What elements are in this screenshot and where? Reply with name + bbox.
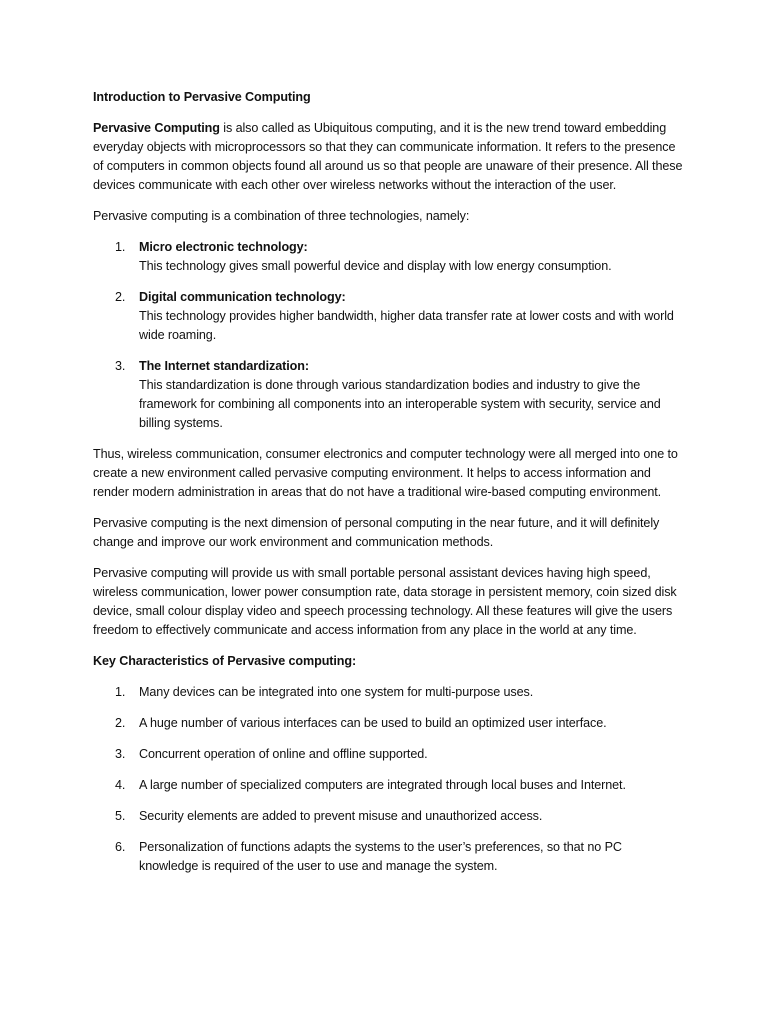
document-page <box>93 88 683 888</box>
list-item-number: 5. <box>115 809 126 823</box>
characteristic-text: A huge number of various interfaces can be used to build an optimized user interface. <box>139 716 607 730</box>
document-title: Introduction to Pervasive Computing <box>93 90 311 104</box>
technologies-list <box>93 238 683 433</box>
characteristic-text: A large number of specialized computers are integrated through local buses and Internet. <box>139 778 626 792</box>
characteristics-list <box>93 683 683 876</box>
list-item-number: 4. <box>115 778 126 792</box>
list-item-number: 3. <box>115 747 126 761</box>
characteristic-text: Security elements are added to prevent misuse and unauthorized access. <box>139 809 543 823</box>
technology-title: The Internet standardization: <box>139 359 309 373</box>
list-item <box>93 714 683 733</box>
list-item-number: 2. <box>115 716 126 730</box>
characteristic-text: Personalization of functions adapts the systems to the user’s preferences, so that no PC knowledge is required of the user to use and manage the system. <box>139 840 622 873</box>
technology-title: Digital communication technology: <box>139 290 346 304</box>
body-paragraph: Thus, wireless communication, consumer electronics and computer technology were all merged into one to create a new environment called pervasive computing environment. It helps to access information and render modern administration in areas that do not have a traditional wire-based computing environment. <box>93 447 678 499</box>
list-item-number: 1. <box>115 240 126 254</box>
list-item <box>93 683 683 702</box>
list-item <box>93 838 683 876</box>
list-item-number: 2. <box>115 290 126 304</box>
intro-text: is also called as Ubiquitous computing, and it is the new trend toward embedding everyday objects with microprocessors so that they can communicate information. It refers to the presence of computers in common objects found all around us so that people are unaware of their presence. All these devices communicate with each other over wireless networks without the interaction of the user. <box>93 121 683 192</box>
list-item-number: 1. <box>115 685 126 699</box>
characteristic-text: Concurrent operation of online and offline supported. <box>139 747 428 761</box>
intro-paragraph <box>93 119 683 195</box>
combination-intro: Pervasive computing is a combination of three technologies, namely: <box>93 209 470 223</box>
body-paragraph: Pervasive computing will provide us with small portable personal assistant devices having high speed, wireless communication, lower power consumption rate, data storage in persistent memory, coin sized disk device, small colour display video and speech processing technology. All these features will give the users freedom to effectively communicate and access information from any place in the world at any time. <box>93 566 677 637</box>
list-item <box>93 238 683 276</box>
list-item <box>93 807 683 826</box>
body-paragraph: Pervasive computing is the next dimension of personal computing in the near future, and it will definitely change and improve our work environment and communication methods. <box>93 516 660 549</box>
list-item <box>93 357 683 433</box>
technology-description: This technology provides higher bandwidth, higher data transfer rate at lower costs and with world wide roaming. <box>139 309 674 342</box>
intro-bold-lead: Pervasive Computing <box>93 121 220 135</box>
technology-title: Micro electronic technology: <box>139 240 308 254</box>
characteristics-heading: Key Characteristics of Pervasive computing: <box>93 654 357 668</box>
list-item-number: 3. <box>115 359 126 373</box>
list-item <box>93 745 683 764</box>
list-item <box>93 776 683 795</box>
technology-description: This technology gives small powerful device and display with low energy consumption. <box>139 259 612 273</box>
technology-description: This standardization is done through various standardization bodies and industry to give the framework for combining all components into an interoperable system with security, service and billing systems. <box>139 378 661 430</box>
list-item-number: 6. <box>115 840 126 854</box>
characteristic-text: Many devices can be integrated into one system for multi-purpose uses. <box>139 685 534 699</box>
list-item <box>93 288 683 345</box>
